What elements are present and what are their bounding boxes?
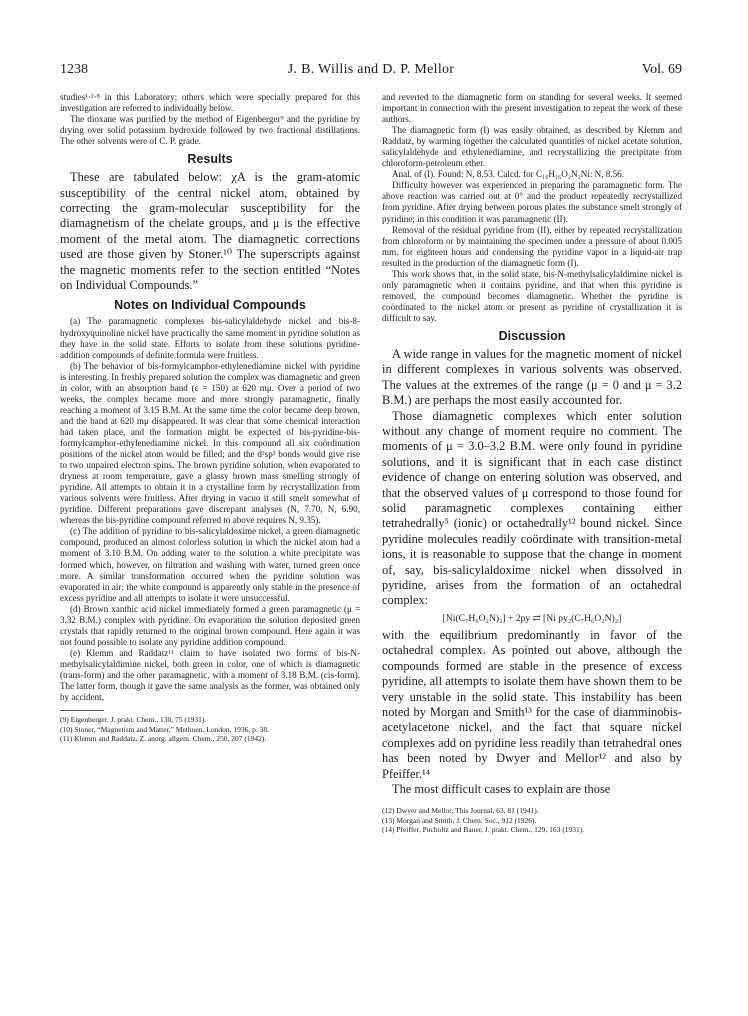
footnote: (12) Dwyer and Mellor, This Journal, 63, 81 (1941).	[382, 806, 539, 816]
volume-label: Vol. 69	[641, 62, 682, 77]
analysis-line: Anal. of (I). Found: N, 8.53. Calcd. for C₁₆H₁₆O₂N₂Ni: N, 8.56.	[392, 169, 624, 180]
note-paragraph: (b) The behavior of bis-formylcamphor-ethylenediamine nickel with pyridine is interesting. In freshly prepared solution the complex was diamagnetic and green in color, with an absorption band (ε = 150) at 620 mμ. Over a period of two weeks, the complex became more and more strongly paramagnetic, finally reaching a moment of 3.15 B.M. At the same time the color became deep brown, and the band at 620 mμ disappeared. It was clear that some chemical interaction had taken place, and the formation might be expected of bis-pyridine-bis-formylcamphor-ethylenediamine nickel. In this compound all six coördination positions of the nickel atom would be filled; and the d²sp³ bonds would give rise to two unpaired electron spins. The brown pyridine solution, when evaporated to dryness at room temperature, gave a glassy brown mass smelling strongly of pyridine. All attempts to obtain it in a crystalline form by recrystallization from various solvents were fruitless. After drying in vacuo it still smelt somewhat of pyridine. Different preparations gave discrepant analyses (N, 7.70, N, 6.90, whereas the bis-pyridine compound referred to above requires N, 9.35).	[60, 360, 361, 526]
page-number: 1238	[60, 62, 88, 77]
note-paragraph: (e) Klemm and Raddatz¹¹ claim to have isolated two forms of bis-N-methylsalicylaldimine nickel, both green in color, one of which is diamagnetic (trans-form) and the other paramagnetic, with a moment of 3.18 B.M. (cis-form). The latter form, though it gave the same analysis as the former, was obtained only by accident,	[60, 647, 360, 703]
body-paragraph: This work shows that, in the solid state, bis-N-methylsalicylaldimine nickel is only paramagnetic when it contains pyridine, and that when this pyridine is removed, the compound becomes diamagnetic. Whether the pyridine is coördinated to the nickel atom or present as pyridine of crystallization it is difficult to say.	[382, 268, 682, 323]
discussion-heading: Discussion	[498, 328, 566, 343]
running-head-authors: J. B. Willis and D. P. Mellor	[287, 62, 455, 77]
body-paragraph: and reverted to the diamagnetic form on standing for several weeks. It seemed important in connection with the present investigation to repeat the work of these authors.	[382, 92, 682, 125]
footnote: (9) Eigenberger, J. prakt. Chem., 130, 75 (1931).	[60, 715, 207, 725]
results-heading: Results	[187, 152, 233, 167]
body-paragraph: Removal of the residual pyridine from (II), either by repeated recrystallization from chloroform or by maintaining the specimen under a pressure of about 0.005 mm. for eighteen hours and condensing the pyridine vapor in a liquid-air trap resulted in the production of the diamagnetic form (I).	[382, 224, 682, 268]
note-paragraph: (d) Brown xanthic acid nickel immediately formed a green paramagnetic (μ = 3.32 B.M.) complex with pyridine. On evaporation the solution deposited green crystals that rapidly returned to the original brown compound. Here again it was not found possible to isolate any pyridine addition compound.	[60, 603, 360, 647]
discussion-paragraph: Those diamagnetic complexes which enter solution without any change of moment require no comment. The moments of μ = 3.0–3.2 B.M. were only found in pyridine solutions, and it is significant that in each case distinct evidence of change on entering solution was observed, and that the observed values of μ correspond to those found for solid paramagnetic complexes containing either tetrahedrally⁵ (ionic) or octahedrally¹² bound nickel. Since pyridine molecules readily coördinate with transition-metal ions, it is reasonable to suppose that the change in moment of, say, bis-salicylaldoxime nickel when dissolved in pyridine, arises from the formation of an octahedral complex:	[382, 408, 682, 608]
footnote: (11) Klemm and Raddatz, Z. anorg. allgem. Chem., 250, 207 (1942).	[60, 733, 267, 743]
page-header	[60, 62, 682, 82]
body-paragraph: Difficulty however was experienced in preparing the paramagnetic form. The above reaction was carried out at 0° and the product repeatedly recrystallized from pyridine. After drying between porous plates the substance smelt strongly of pyridine; in this condition it was paramagnetic (II).	[382, 180, 682, 224]
discussion-paragraph: The most difficult cases to explain are those	[392, 781, 611, 796]
journal-page	[60, 62, 682, 835]
intro-paragraph: studies¹·²·⁸ in this Laboratory; others which were specially prepared for this investigation are referred to individually below.	[60, 92, 360, 114]
footnote: (14) Pfeiffer, Pucholtz and Bauer, J. prakt. Chem., 129, 163 (1931).	[382, 825, 585, 835]
footnote: (13) Morgan and Smith, J. Chem. Soc., 912 (1926).	[382, 815, 537, 825]
footnote-rule	[60, 710, 104, 711]
results-paragraph: These are tabulated below: χA is the gram-atomic susceptibility of the central nickel atom, obtained by correcting the gram-molecular susceptibility for the diamagnetism of the chelate groups, and μ is the effective moment of the metal atom. The diamagnetic corrections used are those given by Stoner.¹⁰ The superscripts against the magnetic moments refer to the section entitled “Notes on Individual Compounds.”	[60, 170, 360, 293]
left-column	[60, 92, 360, 743]
notes-heading: Notes on Individual Compounds	[114, 298, 306, 313]
note-paragraph: (a) The paramagnetic complexes bis-salicylaldehyde nickel and bis-8-hydroxyquinoline nickel have practically the same moment in pyridine solution as they have in the solid state. Efforts to isolate from these solutions pyridine-addition compounds of definite formula were fruitless.	[60, 316, 360, 360]
discussion-paragraph: with the equilibrium predominantly in favor of the octahedral complex. As pointed out above, although the compounds formed are stable in the presence of excess pyridine, all attempts to isolate them have shown them to be very unstable in the solid state. This instability has been noted by Morgan and Smith¹³ for the case of diamminobis-acetylacetone nickel, and the fact that square nickel complexes add on pyridine less readily than tetrahedral ones has been noted by Dwyer and Mellor¹² and also by Pfeiffer.¹⁴	[382, 627, 682, 781]
note-paragraph: (c) The addition of pyridine to bis-salicylaldoxime nickel, a green diamagnetic compound, produced an almost colorless solution in which the nickel atom had a moment of 3.10 B.M. On adding water to the solution a white precipitate was formed which, however, on filtration and washing with water, turned green once more. A similar transformation occurred when the pyridine solution was evaporated in air; the white compound is apparently only stable in the presence of excess pyridine and all attempts to isolate it were unsuccessful.	[60, 526, 360, 603]
right-column	[382, 92, 682, 835]
discussion-paragraph: A wide range in values for the magnetic moment of nickel in different complexes in various solvents was observed. The values at the extremes of the range (μ = 0 and μ = 3.2 B.M.) are perhaps the most easily accounted for.	[382, 346, 682, 408]
chemical-equation: [Ni(C₇H₆O₂N)₂] + 2py ⇄ [Ni py₂(C₇H₆O₂N)₂]	[442, 612, 622, 624]
body-paragraph: The diamagnetic form (I) was easily obtained, as described by Klemm and Raddatz, by warming together the calculated quantities of nickel acetate solution, salicylaldehyde and ethylenediamine, and recrystallizing the precipitate from chloroform-petroleum ether.	[382, 125, 682, 169]
intro-paragraph: The dioxane was purified by the method of Eigenberger⁹ and the pyridine by drying over solid potassium hydroxide followed by two fractional distillations. The other solvents were of C. P. grade.	[60, 114, 360, 147]
footnote: (10) Stoner, “Magnetism and Matter,” Methuen, London, 1936, p. 38.	[60, 724, 269, 734]
